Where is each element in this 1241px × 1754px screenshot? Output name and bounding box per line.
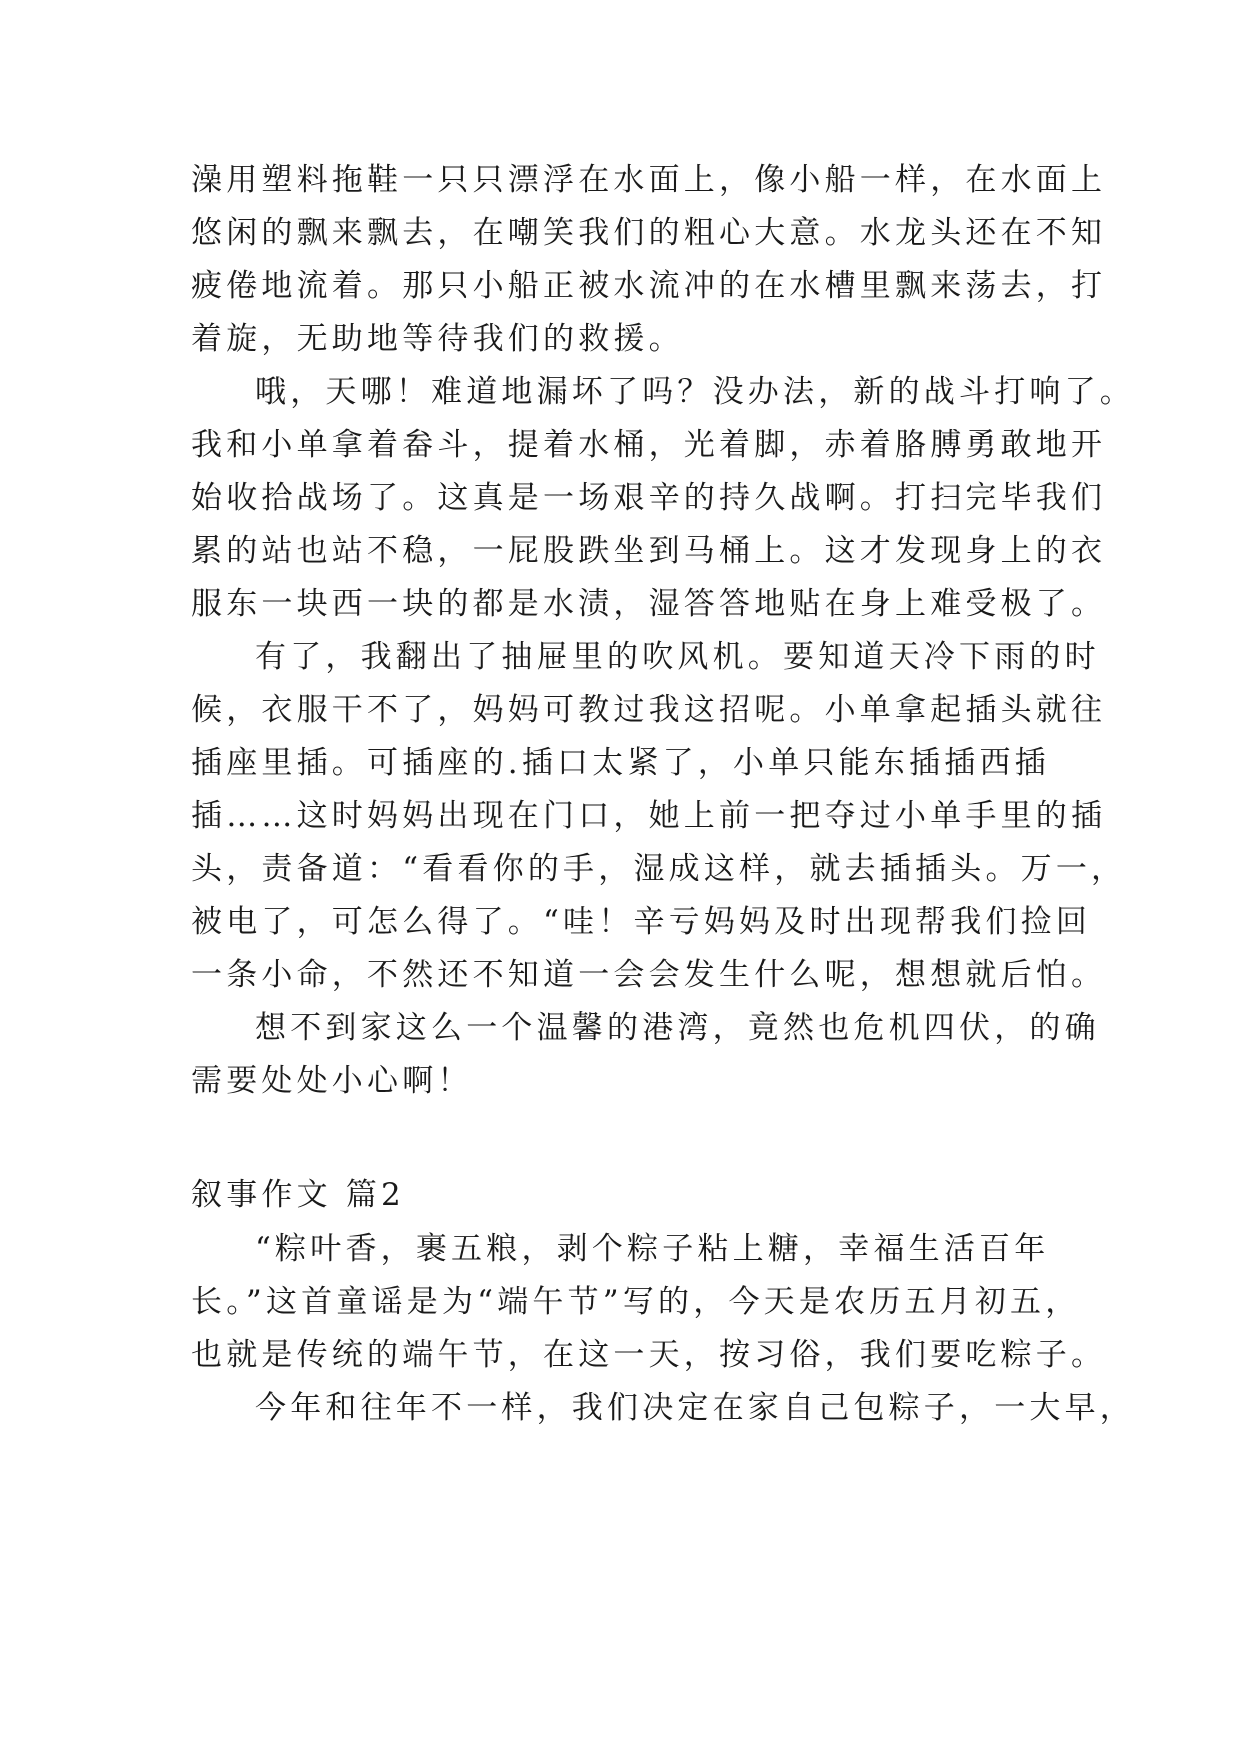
paragraph-line: 我和小单拿着畚斗，提着水桶，光着脚，赤着胳膊勇敢地开 (191, 427, 1107, 463)
paragraph-line: 插……这时妈妈出现在门口，她上前一把夺过小单手里的插 (191, 798, 1107, 834)
paragraph-line: 悠闲的飘来飘去，在嘲笑我们的粗心大意。水龙头还在不知 (191, 215, 1107, 251)
paragraph-line: 哦，天哪！难道地漏坏了吗？没办法，新的战斗打响了。 (255, 374, 1135, 410)
paragraph-line: 一条小命，不然还不知道一会会发生什么呢，想想就后怕。 (191, 957, 1107, 993)
paragraph-line: “粽叶香，裹五粮，剥个粽子粘上糖，幸福生活百年 (255, 1231, 1050, 1267)
paragraph-line: 被电了，可怎么得了。“哇！辛亏妈妈及时出现帮我们捡回 (191, 904, 1092, 940)
paragraph-line: 疲倦地流着。那只小船正被水流冲的在水槽里飘来荡去，打 (191, 268, 1107, 304)
paragraph-line: 也就是传统的端午节，在这一天，按习俗，我们要吃粽子。 (191, 1337, 1107, 1373)
paragraph-line: 候，衣服干不了，妈妈可教过我这招呢。小单拿起插头就往 (191, 692, 1107, 728)
paragraph-line: 澡用塑料拖鞋一只只漂浮在水面上，像小船一样，在水面上 (191, 162, 1107, 198)
paragraph-line: 服东一块西一块的都是水渍，湿答答地贴在身上难受极了。 (191, 586, 1107, 622)
paragraph-line: 着旋，无助地等待我们的救援。 (191, 321, 684, 357)
paragraph-line: 长。”这首童谣是为“端午节”写的，今天是农历五月初五， (191, 1284, 1081, 1320)
paragraph-line: 累的站也站不稳，一屁股跌坐到马桶上。这才发现身上的衣 (191, 533, 1107, 569)
paragraph-line: 始收拾战场了。这真是一场艰辛的持久战啊。打扫完毕我们 (191, 480, 1107, 516)
paragraph-line: 今年和往年不一样，我们决定在家自己包粽子，一大早， (255, 1390, 1135, 1426)
paragraph-line: 头，责备道：“看看你的手，湿成这样，就去插插头。万一， (191, 851, 1127, 887)
paragraph-line: 插座里插。可插座的.插口太紧了，小单只能东插插西插 (191, 745, 1050, 781)
paragraph-line: 有了，我翻出了抽屉里的吹风机。要知道天冷下雨的时 (255, 639, 1100, 675)
paragraph-line: 想不到家这么一个温馨的港湾，竟然也危机四伏，的确 (255, 1010, 1100, 1046)
paragraph-line: 需要处处小心啊！ (191, 1063, 473, 1099)
section-heading: 叙事作文 篇2 (191, 1177, 405, 1213)
